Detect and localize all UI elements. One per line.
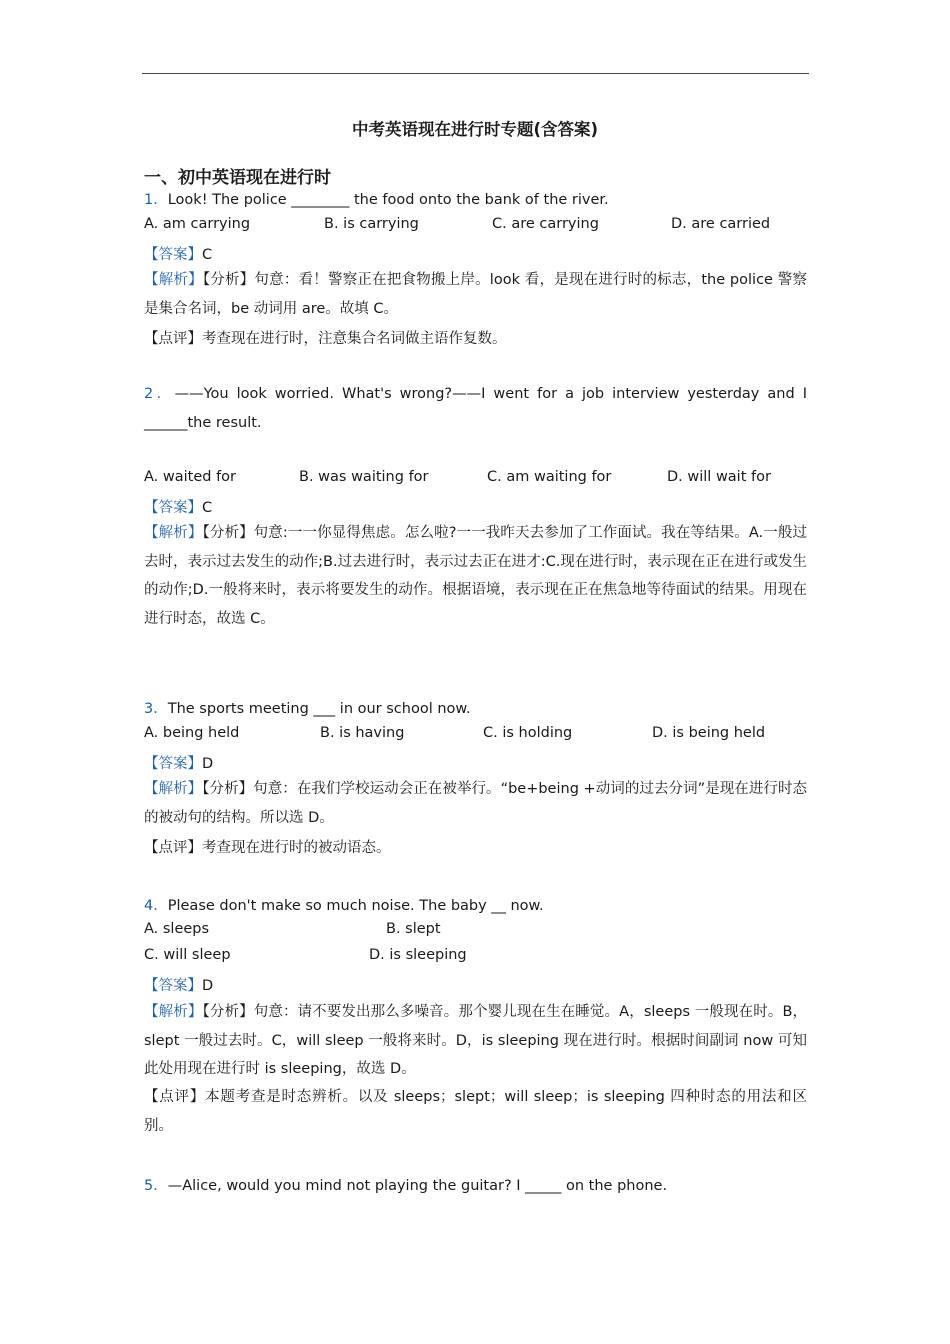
- answer-line: [144, 496, 212, 517]
- analysis-tag: 【解析】: [144, 525, 203, 541]
- answer-value: D: [202, 756, 214, 772]
- option-b: B. slept: [386, 921, 441, 937]
- analysis-text: 【分析】句意:一一你显得焦虑。怎么啦?一一我昨天去参加了工作面试。我在等结果。A.一般过去时，表示过去发生的动作;B.过去进行时，表示过去正在进才:C.现在进行时，表示现在正在进行或发生的动作;D.一般将来时，表示将要发生的动作。根据语境，表示现在正在焦急地等待面试的结果。用现在进行时态，故选 C。: [144, 525, 807, 627]
- option-d: D. is being held: [652, 725, 766, 741]
- option-a: A. sleeps: [144, 921, 210, 937]
- question-number: 4．: [144, 898, 168, 914]
- answer-tag: 【答案】: [144, 247, 202, 263]
- analysis-block: [144, 266, 807, 323]
- question-stem-line2: ______the result.: [144, 414, 262, 431]
- comment-line: 【点评】考查现在进行时的被动语态。: [144, 840, 391, 856]
- answer-line: [144, 752, 213, 773]
- question-5: [144, 1174, 667, 1195]
- analysis-block: [144, 519, 807, 633]
- option-d: D. are carried: [671, 216, 771, 232]
- question-number: 3．: [144, 701, 168, 717]
- option-a: A. am carrying: [144, 216, 251, 232]
- answer-line: [144, 243, 212, 264]
- option-c: C. am waiting for: [487, 469, 612, 485]
- answer-tag: 【答案】: [144, 978, 202, 994]
- analysis-tag: 【解析】: [144, 1004, 203, 1020]
- question-4: [144, 894, 544, 915]
- analysis-tag: 【解析】: [144, 781, 203, 797]
- option-b: B. was waiting for: [299, 469, 429, 485]
- analysis-tag: 【解析】: [144, 272, 203, 288]
- option-d: D. is sleeping: [369, 947, 467, 963]
- header-rule: [142, 73, 809, 74]
- question-stem-line1: ——You look worried. What's wrong?——I went for a job interview yesterday and I: [174, 386, 807, 402]
- question-number: 5．: [144, 1178, 168, 1194]
- question-3: [144, 697, 471, 718]
- option-a: A. waited for: [144, 469, 237, 485]
- question-stem: The sports meeting ___ in our school now.: [167, 701, 471, 717]
- answer-value: C: [202, 500, 213, 516]
- answer-tag: 【答案】: [144, 756, 202, 772]
- option-b: B. is having: [320, 725, 405, 741]
- question-number: 1．: [144, 192, 168, 208]
- analysis-block: [144, 998, 807, 1084]
- analysis-text: 【分析】句意：请不要发出那么多噪音。那个婴儿现在生在睡觉。A，sleeps 一般现在时。B，slept 一般过去时。C，will sleep 一般将来时。D，is sleeping 现在进行时。根据时间副词 now 可知此处用现在进行时 is sleeping，故选 D。: [144, 1004, 808, 1077]
- question-stem: Please don't make so much noise. The baby __ now.: [167, 898, 544, 914]
- comment-line: 【点评】考查现在进行时，注意集合名词做主语作复数。: [144, 331, 507, 347]
- analysis-block: [144, 775, 807, 832]
- option-c: C. is holding: [483, 725, 573, 741]
- question-2: [144, 380, 807, 437]
- option-c: C. will sleep: [144, 947, 231, 963]
- page-title: 中考英语现在进行时专题(含答案): [351, 120, 599, 139]
- answer-value: C: [202, 247, 213, 263]
- comment-block: 【点评】本题考查是时态辨析。以及 sleeps；slept；will sleep；is sleeping 四种时态的用法和区别。: [144, 1089, 807, 1134]
- answer-value: D: [202, 978, 214, 994]
- answer-tag: 【答案】: [144, 500, 202, 516]
- answer-line: [144, 974, 213, 995]
- question-stem: Look! The police ________ the food onto the bank of the river.: [167, 192, 609, 208]
- option-c: C. are carrying: [492, 216, 599, 232]
- analysis-text: 【分析】句意：在我们学校运动会正在被举行。“be+being +动词的过去分词”是现在进行时态的被动句的结构。所以选 D。: [144, 781, 808, 826]
- option-d: D. will wait for: [667, 469, 771, 485]
- option-b: B. is carrying: [324, 216, 419, 232]
- question-stem: —Alice, would you mind not playing the guitar? I _____ on the phone.: [167, 1178, 668, 1194]
- question-number: 2．: [144, 386, 175, 402]
- option-a: A. being held: [144, 725, 240, 741]
- question-1: [144, 188, 609, 209]
- section-heading: 一、初中英语现在进行时: [144, 168, 331, 188]
- analysis-text: 【分析】句意：看！警察正在把食物搬上岸。look 看，是现在进行时的标志，the police 警察是集合名词，be 动词用 are。故填 C。: [144, 272, 807, 317]
